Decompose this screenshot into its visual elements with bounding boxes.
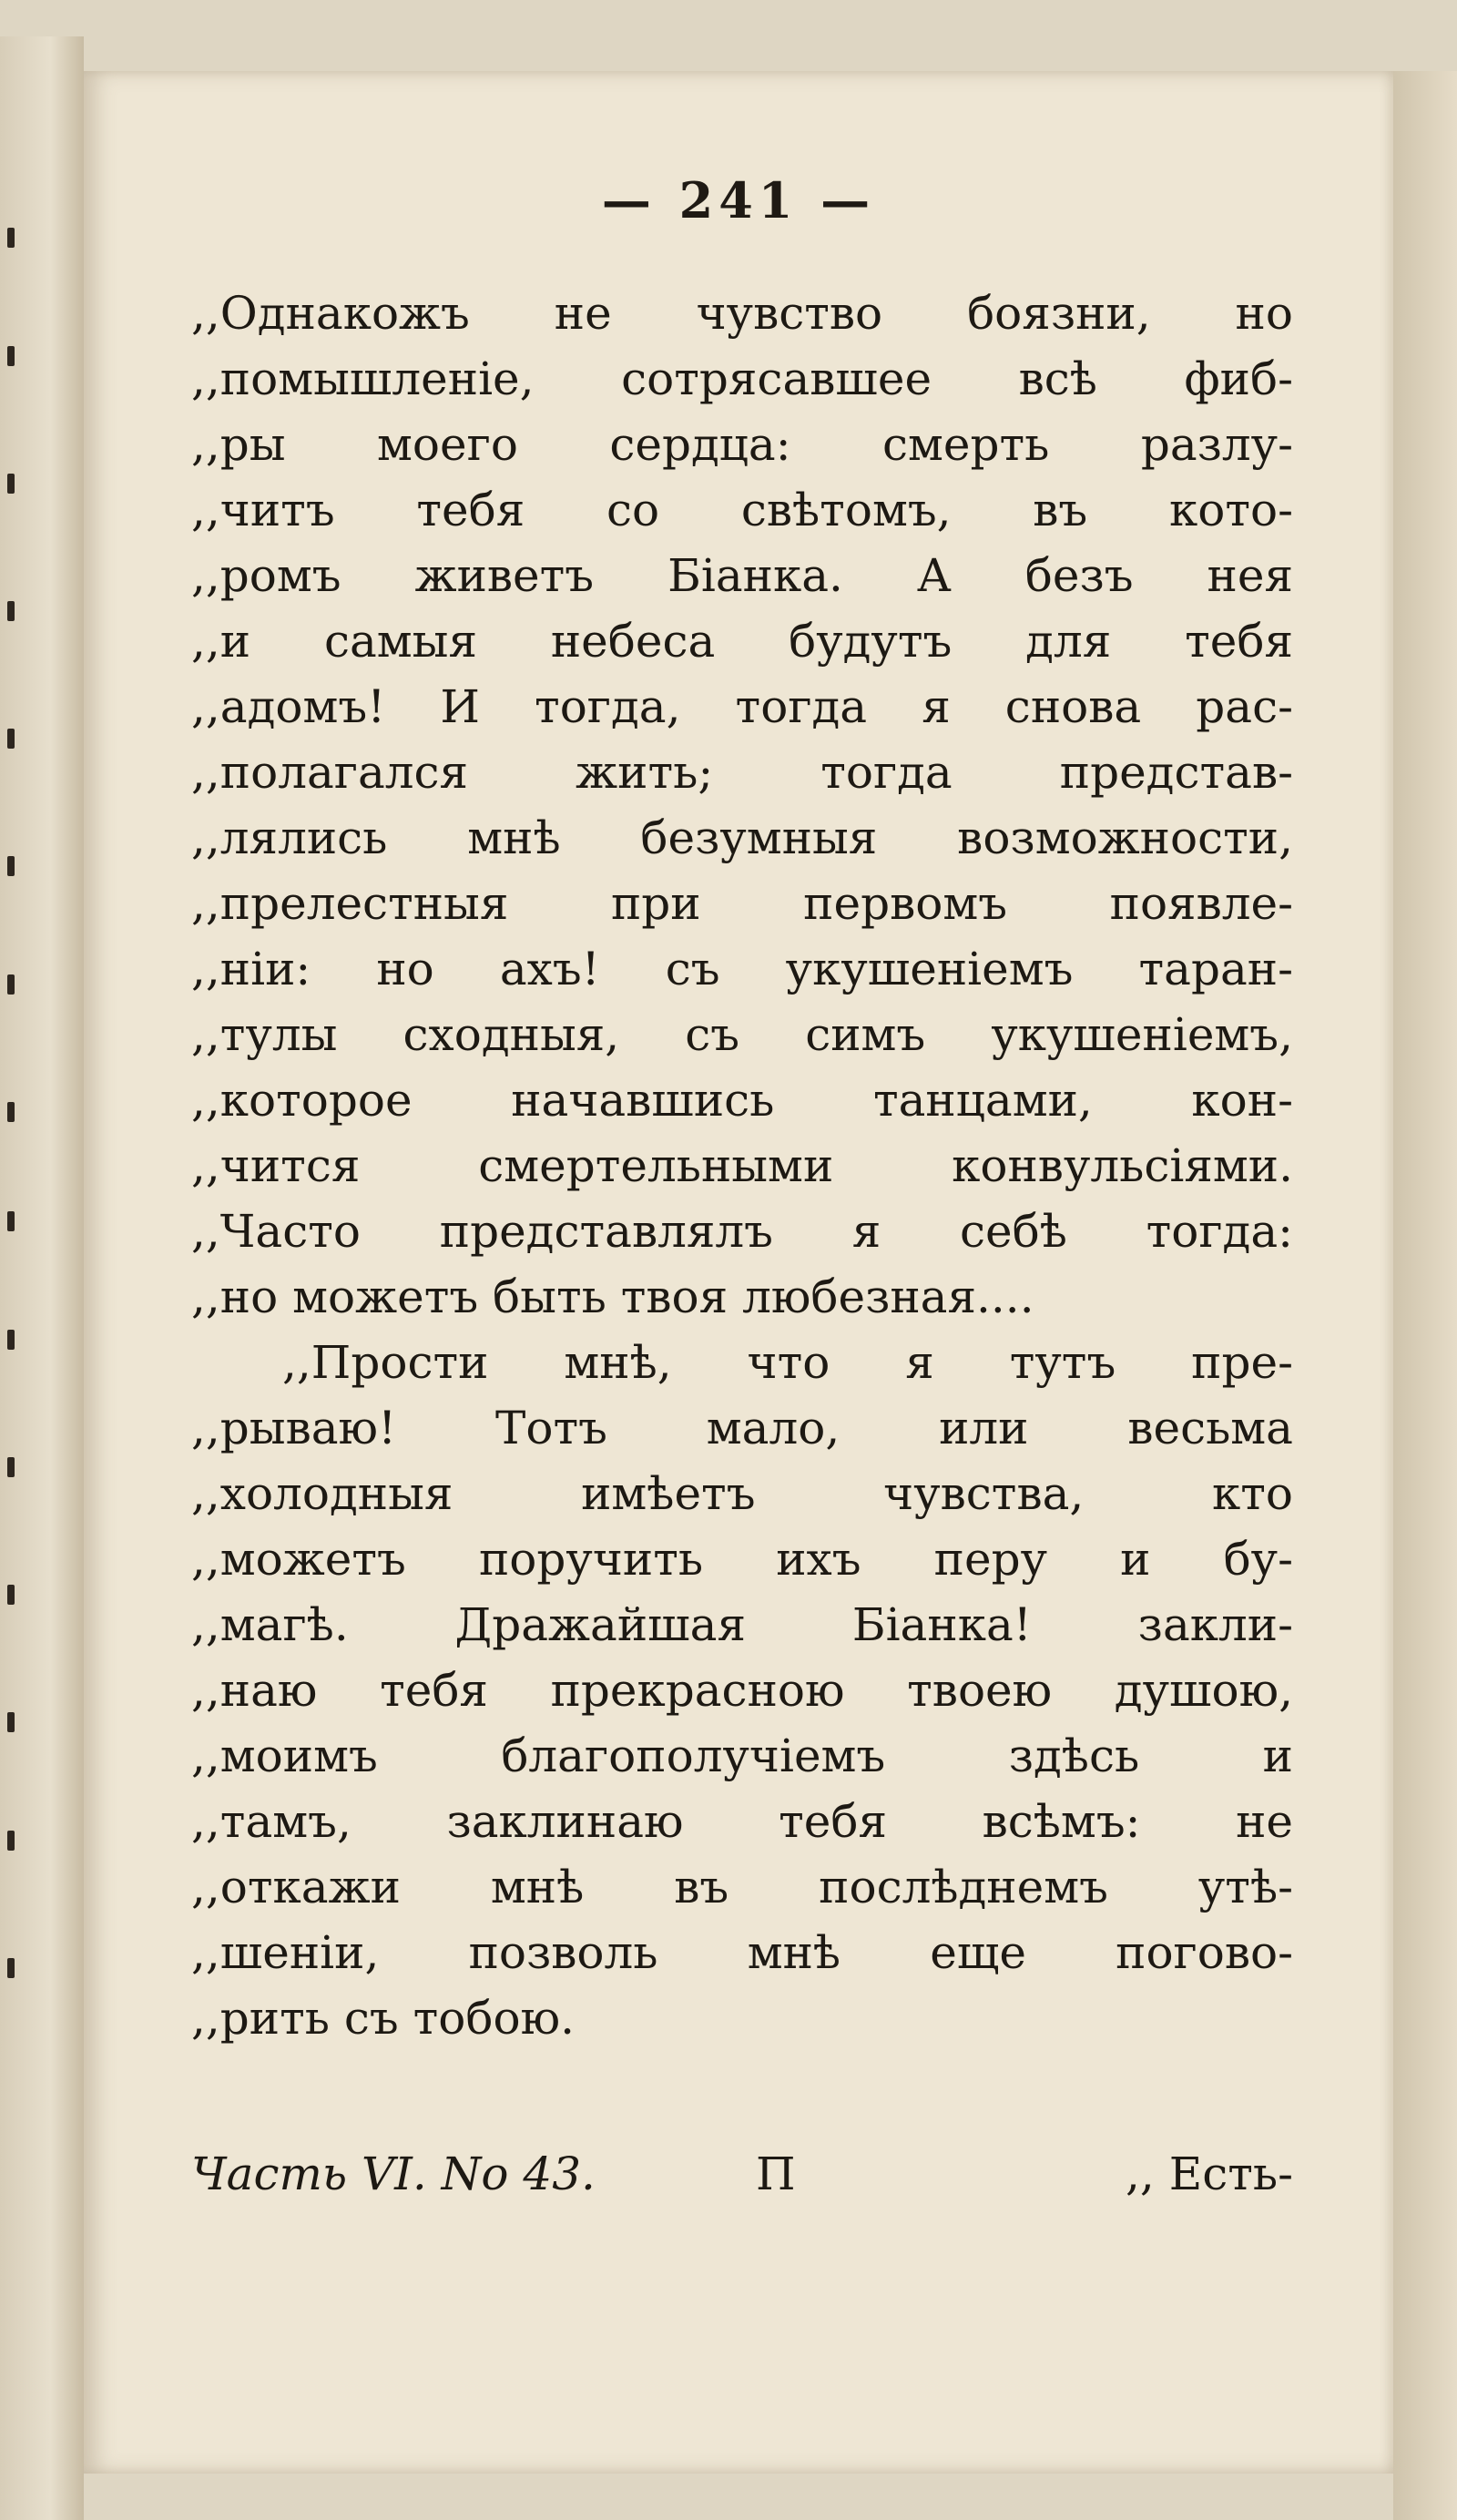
text-line: ,,адомъ! И тогда, тогда я снова рас- bbox=[191, 680, 1293, 733]
margin-mark bbox=[7, 601, 15, 621]
text-line: ,,тамъ, заклинаю тебя всѣмъ: не bbox=[191, 1795, 1293, 1848]
text-line: ,,можетъ поручить ихъ перу и бу- bbox=[191, 1533, 1293, 1586]
text-line: ,,моимъ благополучіемъ здѣсь и bbox=[191, 1729, 1293, 1782]
margin-mark bbox=[7, 228, 15, 248]
margin-mark bbox=[7, 856, 15, 876]
text-line: ,,Прости мнѣ, что я тутъ пре- bbox=[282, 1336, 1293, 1389]
text-line: ,,тулы сходныя, съ симъ укушеніемъ, bbox=[191, 1008, 1293, 1061]
text-line: ,,рить съ тобою. bbox=[191, 1992, 575, 2045]
text-line: ,,но можетъ быть твоя любезная.... bbox=[191, 1270, 1034, 1323]
margin-mark bbox=[7, 1102, 15, 1122]
margin-mark bbox=[7, 1958, 15, 1978]
text-line: ,,наю тебя прекрасною твоею душою, bbox=[191, 1664, 1293, 1717]
margin-mark bbox=[7, 974, 15, 995]
margin-mark bbox=[7, 474, 15, 494]
gathering-mark: П bbox=[756, 2148, 796, 2200]
text-line: ,,Однакожъ не чувство боязни, но bbox=[191, 287, 1293, 340]
text-line: ,,ры моего сердца: смерть разлу- bbox=[191, 418, 1293, 471]
margin-mark bbox=[7, 346, 15, 366]
text-line: ,,Часто представлялъ я себѣ тогда: bbox=[191, 1205, 1293, 1258]
margin-mark bbox=[7, 1211, 15, 1231]
margin-mark bbox=[7, 1585, 15, 1605]
margin-mark bbox=[7, 1457, 15, 1477]
text-line: ,,рываю! Тотъ мало, или весьма bbox=[191, 1402, 1293, 1454]
margin-mark bbox=[7, 729, 15, 749]
text-line: ,,и самыя небеса будутъ для тебя bbox=[191, 615, 1293, 668]
volume-signature: Часть VI. No 43. bbox=[191, 2148, 596, 2200]
catchword: ,, Есть- bbox=[1126, 2148, 1293, 2200]
page-fore-edge bbox=[1393, 71, 1457, 2520]
text-line: ,,откажи мнѣ въ послѣднемъ утѣ- bbox=[191, 1861, 1293, 1913]
text-line: ,,лялись мнѣ безумныя возможности, bbox=[191, 811, 1293, 864]
text-line: ,,ніи: но ахъ! съ укушеніемъ таран- bbox=[191, 943, 1293, 995]
text-line: ,,читъ тебя со свѣтомъ, въ кото- bbox=[191, 484, 1293, 536]
text-line: ,,шеніи, позволь мнѣ еще погово- bbox=[191, 1926, 1293, 1979]
text-line: ,,которое начавшись танцами, кон- bbox=[191, 1074, 1293, 1127]
text-line: ,,холодныя имѣетъ чувства, кто bbox=[191, 1467, 1293, 1520]
margin-mark bbox=[7, 1831, 15, 1851]
text-line: ,,чится смертельными конвульсіями. bbox=[191, 1139, 1293, 1192]
page-footer bbox=[191, 2148, 1293, 2220]
text-line: ,,магѣ. Дражайшая Біанка! закли- bbox=[191, 1598, 1293, 1651]
book-page bbox=[84, 71, 1393, 2474]
body-text bbox=[191, 281, 1293, 2051]
margin-mark bbox=[7, 1712, 15, 1732]
text-line: ,,полагался жить; тогда представ- bbox=[191, 746, 1293, 799]
facing-page-edge bbox=[0, 36, 84, 2520]
text-line: ,,прелестныя при первомъ появле- bbox=[191, 877, 1293, 930]
text-line: ,,помышленіе, сотрясавшее всѣ фиб- bbox=[191, 352, 1293, 405]
text-line: ,,ромъ живетъ Біанка. А безъ нея bbox=[191, 549, 1293, 602]
page-number: — 241 — bbox=[601, 171, 876, 230]
margin-mark bbox=[7, 1330, 15, 1350]
